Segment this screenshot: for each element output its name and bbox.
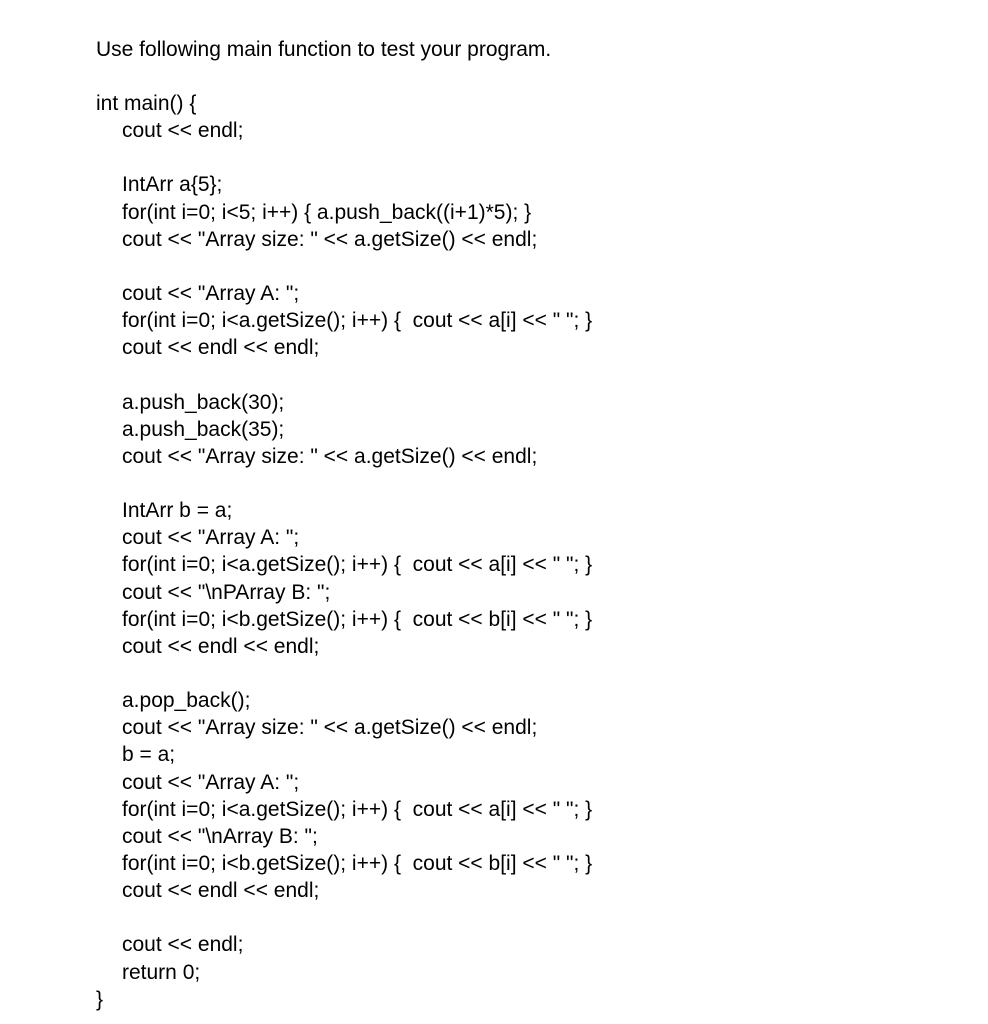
code-line: IntArr b = a; [122,499,233,523]
code-line [96,144,592,171]
code-line [96,361,592,388]
code-line: cout << "Array A: "; [122,770,300,794]
code-line [96,470,592,497]
code-line: cout << endl << endl; [122,336,320,360]
code-line: for(int i=0; i<a.getSize(); i++) { cout << a[i] << " "; } [122,309,593,333]
code-line: a.push_back(30); [122,390,285,414]
code-line [96,904,592,931]
code-line: a.push_back(35); [122,417,285,441]
code-line: cout << "\nArray B: "; [122,824,318,848]
code-line: for(int i=0; i<a.getSize(); i++) { cout << a[i] << " "; } [122,553,593,577]
code-line: return 0; [122,960,201,984]
code-line: } [96,987,104,1011]
code-line: cout << "Array A: "; [122,526,300,550]
code-line: cout << endl << endl; [122,634,320,658]
code-line: cout << "Array A: "; [122,281,300,305]
code-line: cout << endl; [122,119,244,143]
code-line: a.pop_back(); [122,689,251,713]
code-line: for(int i=0; i<a.getSize(); i++) { cout << a[i] << " "; } [122,797,593,821]
code-line [96,253,592,280]
code-line: for(int i=0; i<5; i++) { a.push_back((i+1)*5); } [122,200,532,224]
code-line: cout << "Array size: " << a.getSize() << endl; [122,716,538,740]
code-line: int main() { [96,92,197,115]
code-line: cout << endl << endl; [122,879,320,903]
code-line: IntArr a{5}; [122,173,223,197]
code-line: cout << endl; [122,933,244,957]
code-line: for(int i=0; i<b.getSize(); i++) { cout << b[i] << " "; } [122,851,593,875]
intro-text: Use following main function to test your program. [96,38,552,61]
code-line: cout << "Array size: " << a.getSize() << endl; [122,227,538,251]
code-line [96,660,592,687]
code-line: for(int i=0; i<b.getSize(); i++) { cout << b[i] << " "; } [122,607,593,631]
code-line: cout << "\nPArray B: "; [122,580,331,604]
code-line: b = a; [122,743,176,767]
code-line: cout << "Array size: " << a.getSize() << endl; [122,444,538,468]
code-block [96,90,592,1013]
